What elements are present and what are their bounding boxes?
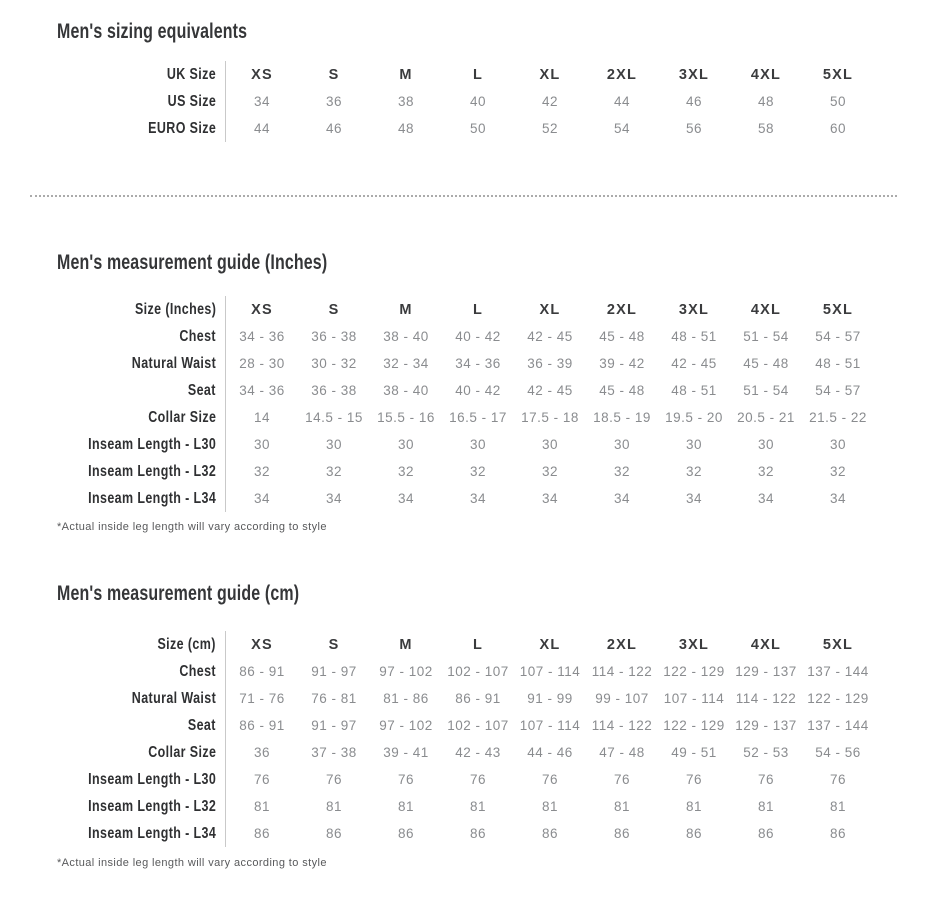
size-value: 18.5 - 19 — [593, 410, 651, 425]
size-value: 32 — [757, 464, 775, 479]
table-corner-label — [0, 296, 226, 323]
row-label — [0, 323, 226, 350]
size-value: 81 — [469, 799, 487, 814]
size-value: 30 - 32 — [311, 356, 357, 371]
cm-footnote: *Actual inside leg length will vary according to style — [57, 857, 327, 869]
size-value: 81 - 86 — [383, 691, 429, 706]
size-value: 30 — [829, 437, 847, 452]
column-header: 4XL — [750, 301, 782, 318]
size-value: 34 — [685, 491, 703, 506]
row-label — [0, 712, 226, 739]
row-label-text: Inseam Length - L34 — [87, 489, 216, 507]
column-header: S — [328, 636, 340, 653]
size-value: 30 — [469, 437, 487, 452]
column-header: S — [328, 66, 340, 83]
inches-footnote: *Actual inside leg length will vary according to style — [57, 521, 327, 533]
sizing-equivalents-title: Men's sizing equivalents — [57, 20, 248, 43]
size-value: 81 — [829, 799, 847, 814]
size-value: 32 — [469, 464, 487, 479]
size-value: 122 - 129 — [663, 718, 725, 733]
size-value: 36 - 38 — [311, 383, 357, 398]
column-header: M — [399, 301, 413, 318]
column-header: 2XL — [606, 66, 638, 83]
row-label — [0, 685, 226, 712]
row-label — [0, 458, 226, 485]
size-value: 32 — [613, 464, 631, 479]
size-value: 32 — [829, 464, 847, 479]
size-value: 76 — [757, 772, 775, 787]
size-value: 36 — [325, 94, 343, 109]
row-label — [0, 793, 226, 820]
table-corner-label — [0, 631, 226, 658]
size-value: 86 — [685, 826, 703, 841]
row-label-text: Seat — [188, 381, 216, 399]
size-value: 52 - 53 — [743, 745, 789, 760]
size-value: 50 — [829, 94, 847, 109]
row-label — [0, 485, 226, 512]
size-value: 36 — [253, 745, 271, 760]
size-value: 76 — [541, 772, 559, 787]
size-value: 86 — [469, 826, 487, 841]
size-value: 97 - 102 — [379, 664, 433, 679]
column-header: 3XL — [678, 301, 710, 318]
column-header: 2XL — [606, 301, 638, 318]
size-value: 20.5 - 21 — [737, 410, 795, 425]
measurement-guide-cm-table — [0, 631, 874, 847]
size-value: 30 — [541, 437, 559, 452]
row-label-text: Inseam Length - L32 — [87, 797, 216, 815]
column-header: 4XL — [750, 636, 782, 653]
row-label-text: EURO Size — [147, 119, 216, 137]
size-value: 40 - 42 — [455, 383, 501, 398]
sizing-equivalents-table — [0, 61, 874, 142]
column-header: XS — [251, 66, 273, 83]
size-value: 36 - 39 — [527, 356, 573, 371]
size-value: 71 - 76 — [239, 691, 285, 706]
size-value: 76 — [253, 772, 271, 787]
size-value: 86 - 91 — [239, 664, 285, 679]
size-value: 30 — [325, 437, 343, 452]
size-value: 21.5 - 22 — [809, 410, 867, 425]
row-label — [0, 350, 226, 377]
row-label — [0, 404, 226, 431]
size-value: 102 - 107 — [447, 718, 509, 733]
column-header: 3XL — [678, 636, 710, 653]
row-label — [0, 820, 226, 847]
size-value: 42 - 43 — [455, 745, 501, 760]
size-value: 137 - 144 — [807, 718, 869, 733]
size-value: 86 — [613, 826, 631, 841]
size-value: 99 - 107 — [595, 691, 649, 706]
size-value: 76 — [469, 772, 487, 787]
size-value: 97 - 102 — [379, 718, 433, 733]
column-header: M — [399, 636, 413, 653]
row-label — [0, 377, 226, 404]
size-value: 45 - 48 — [599, 329, 645, 344]
size-value: 38 - 40 — [383, 329, 429, 344]
column-header: 2XL — [606, 636, 638, 653]
size-value: 19.5 - 20 — [665, 410, 723, 425]
size-value: 51 - 54 — [743, 329, 789, 344]
size-value: 30 — [685, 437, 703, 452]
size-value: 40 - 42 — [455, 329, 501, 344]
size-value: 91 - 99 — [527, 691, 573, 706]
size-value: 76 — [829, 772, 847, 787]
size-value: 107 - 114 — [663, 691, 725, 706]
column-header: L — [472, 636, 484, 653]
size-value: 81 — [325, 799, 343, 814]
size-value: 81 — [757, 799, 775, 814]
size-value: 34 - 36 — [239, 329, 285, 344]
size-value: 45 - 48 — [743, 356, 789, 371]
size-value: 34 — [469, 491, 487, 506]
table-corner-label-text: Size (cm) — [157, 635, 216, 653]
size-value: 17.5 - 18 — [521, 410, 579, 425]
measurement-guide-inches-title: Men's measurement guide (Inches) — [57, 251, 328, 274]
size-value: 137 - 144 — [807, 664, 869, 679]
size-value: 49 - 51 — [671, 745, 717, 760]
size-value: 44 - 46 — [527, 745, 573, 760]
size-value: 81 — [541, 799, 559, 814]
size-value: 46 — [685, 94, 703, 109]
size-value: 38 - 40 — [383, 383, 429, 398]
row-label-text: Inseam Length - L30 — [87, 770, 216, 788]
size-value: 44 — [613, 94, 631, 109]
size-value: 54 - 56 — [815, 745, 861, 760]
size-value: 91 - 97 — [311, 718, 357, 733]
size-value: 91 - 97 — [311, 664, 357, 679]
size-value: 86 - 91 — [239, 718, 285, 733]
size-value: 122 - 129 — [807, 691, 869, 706]
row-label-text: Natural Waist — [131, 354, 216, 372]
size-value: 54 — [613, 121, 631, 136]
row-label-text: Seat — [188, 716, 216, 734]
size-value: 36 - 38 — [311, 329, 357, 344]
size-value: 30 — [253, 437, 271, 452]
size-value: 32 — [253, 464, 271, 479]
row-label-text: Chest — [179, 662, 216, 680]
column-header: XS — [251, 301, 273, 318]
column-header: XL — [539, 301, 561, 318]
row-label — [0, 739, 226, 766]
row-label — [0, 658, 226, 685]
size-value: 47 - 48 — [599, 745, 645, 760]
size-value: 48 - 51 — [815, 356, 861, 371]
size-value: 34 — [253, 94, 271, 109]
size-value: 76 — [325, 772, 343, 787]
size-value: 86 - 91 — [455, 691, 501, 706]
size-value: 42 - 45 — [671, 356, 717, 371]
size-value: 86 — [829, 826, 847, 841]
size-value: 48 — [397, 121, 415, 136]
size-value: 114 - 122 — [591, 718, 653, 733]
column-header: 5XL — [822, 66, 854, 83]
size-value: 54 - 57 — [815, 329, 861, 344]
size-value: 86 — [757, 826, 775, 841]
size-value: 34 — [397, 491, 415, 506]
size-value: 38 — [397, 94, 415, 109]
size-value: 42 - 45 — [527, 383, 573, 398]
size-value: 81 — [613, 799, 631, 814]
size-value: 102 - 107 — [447, 664, 509, 679]
row-label-text: US Size — [167, 92, 216, 110]
size-value: 86 — [397, 826, 415, 841]
table-corner-label-text: UK Size — [166, 65, 216, 83]
size-value: 42 - 45 — [527, 329, 573, 344]
size-value: 129 - 137 — [735, 664, 797, 679]
size-value: 37 - 38 — [311, 745, 357, 760]
size-value: 114 - 122 — [735, 691, 797, 706]
size-value: 81 — [685, 799, 703, 814]
column-header: 5XL — [822, 301, 854, 318]
row-label — [0, 766, 226, 793]
size-value: 14.5 - 15 — [305, 410, 363, 425]
size-value: 51 - 54 — [743, 383, 789, 398]
row-label-text: Inseam Length - L34 — [87, 824, 216, 842]
size-value: 32 — [397, 464, 415, 479]
size-value: 32 — [325, 464, 343, 479]
column-header: M — [399, 66, 413, 83]
column-header: L — [472, 301, 484, 318]
size-value: 114 - 122 — [591, 664, 653, 679]
size-value: 30 — [757, 437, 775, 452]
size-value: 54 - 57 — [815, 383, 861, 398]
row-label — [0, 88, 226, 115]
size-value: 32 - 34 — [383, 356, 429, 371]
size-value: 48 — [757, 94, 775, 109]
size-value: 56 — [685, 121, 703, 136]
size-value: 34 — [253, 491, 271, 506]
column-header: XS — [251, 636, 273, 653]
size-value: 44 — [253, 121, 271, 136]
size-value: 46 — [325, 121, 343, 136]
row-label-text: Inseam Length - L30 — [87, 435, 216, 453]
row-label — [0, 115, 226, 142]
size-value: 34 - 36 — [455, 356, 501, 371]
size-value: 34 — [757, 491, 775, 506]
size-value: 39 - 42 — [599, 356, 645, 371]
row-label-text: Natural Waist — [131, 689, 216, 707]
column-header: 4XL — [750, 66, 782, 83]
row-label-text: Inseam Length - L32 — [87, 462, 216, 480]
size-value: 81 — [397, 799, 415, 814]
size-value: 76 — [613, 772, 631, 787]
table-corner-label-text: Size (Inches) — [134, 300, 216, 318]
row-label-text: Collar Size — [147, 408, 216, 426]
size-value: 30 — [397, 437, 415, 452]
size-value: 30 — [613, 437, 631, 452]
size-value: 86 — [253, 826, 271, 841]
size-value: 122 - 129 — [663, 664, 725, 679]
size-value: 107 - 114 — [519, 664, 581, 679]
column-header: 3XL — [678, 66, 710, 83]
size-value: 15.5 - 16 — [377, 410, 435, 425]
column-header: XL — [539, 66, 561, 83]
size-value: 34 — [613, 491, 631, 506]
size-value: 34 — [325, 491, 343, 506]
size-value: 16.5 - 17 — [449, 410, 507, 425]
column-header: L — [472, 66, 484, 83]
size-value: 14 — [253, 410, 271, 425]
size-value: 28 - 30 — [239, 356, 285, 371]
size-value: 58 — [757, 121, 775, 136]
column-header: XL — [539, 636, 561, 653]
size-value: 48 - 51 — [671, 383, 717, 398]
measurement-guide-cm-title: Men's measurement guide (cm) — [57, 582, 300, 605]
size-value: 76 — [685, 772, 703, 787]
size-value: 34 - 36 — [239, 383, 285, 398]
size-value: 86 — [541, 826, 559, 841]
size-value: 60 — [829, 121, 847, 136]
size-value: 48 - 51 — [671, 329, 717, 344]
row-label-text: Collar Size — [147, 743, 216, 761]
size-value: 32 — [541, 464, 559, 479]
column-header: S — [328, 301, 340, 318]
size-value: 40 — [469, 94, 487, 109]
size-value: 34 — [541, 491, 559, 506]
size-value: 76 — [397, 772, 415, 787]
size-value: 107 - 114 — [519, 718, 581, 733]
size-value: 76 - 81 — [311, 691, 357, 706]
measurement-guide-inches-table — [0, 296, 874, 512]
size-value: 81 — [253, 799, 271, 814]
size-value: 32 — [685, 464, 703, 479]
size-value: 42 — [541, 94, 559, 109]
column-header: 5XL — [822, 636, 854, 653]
size-value: 45 - 48 — [599, 383, 645, 398]
row-label-text: Chest — [179, 327, 216, 345]
size-value: 52 — [541, 121, 559, 136]
table-corner-label — [0, 61, 226, 88]
size-value: 129 - 137 — [735, 718, 797, 733]
size-value: 50 — [469, 121, 487, 136]
dotted-divider — [30, 195, 897, 197]
size-value: 39 - 41 — [383, 745, 429, 760]
row-label — [0, 431, 226, 458]
size-value: 86 — [325, 826, 343, 841]
size-value: 34 — [829, 491, 847, 506]
